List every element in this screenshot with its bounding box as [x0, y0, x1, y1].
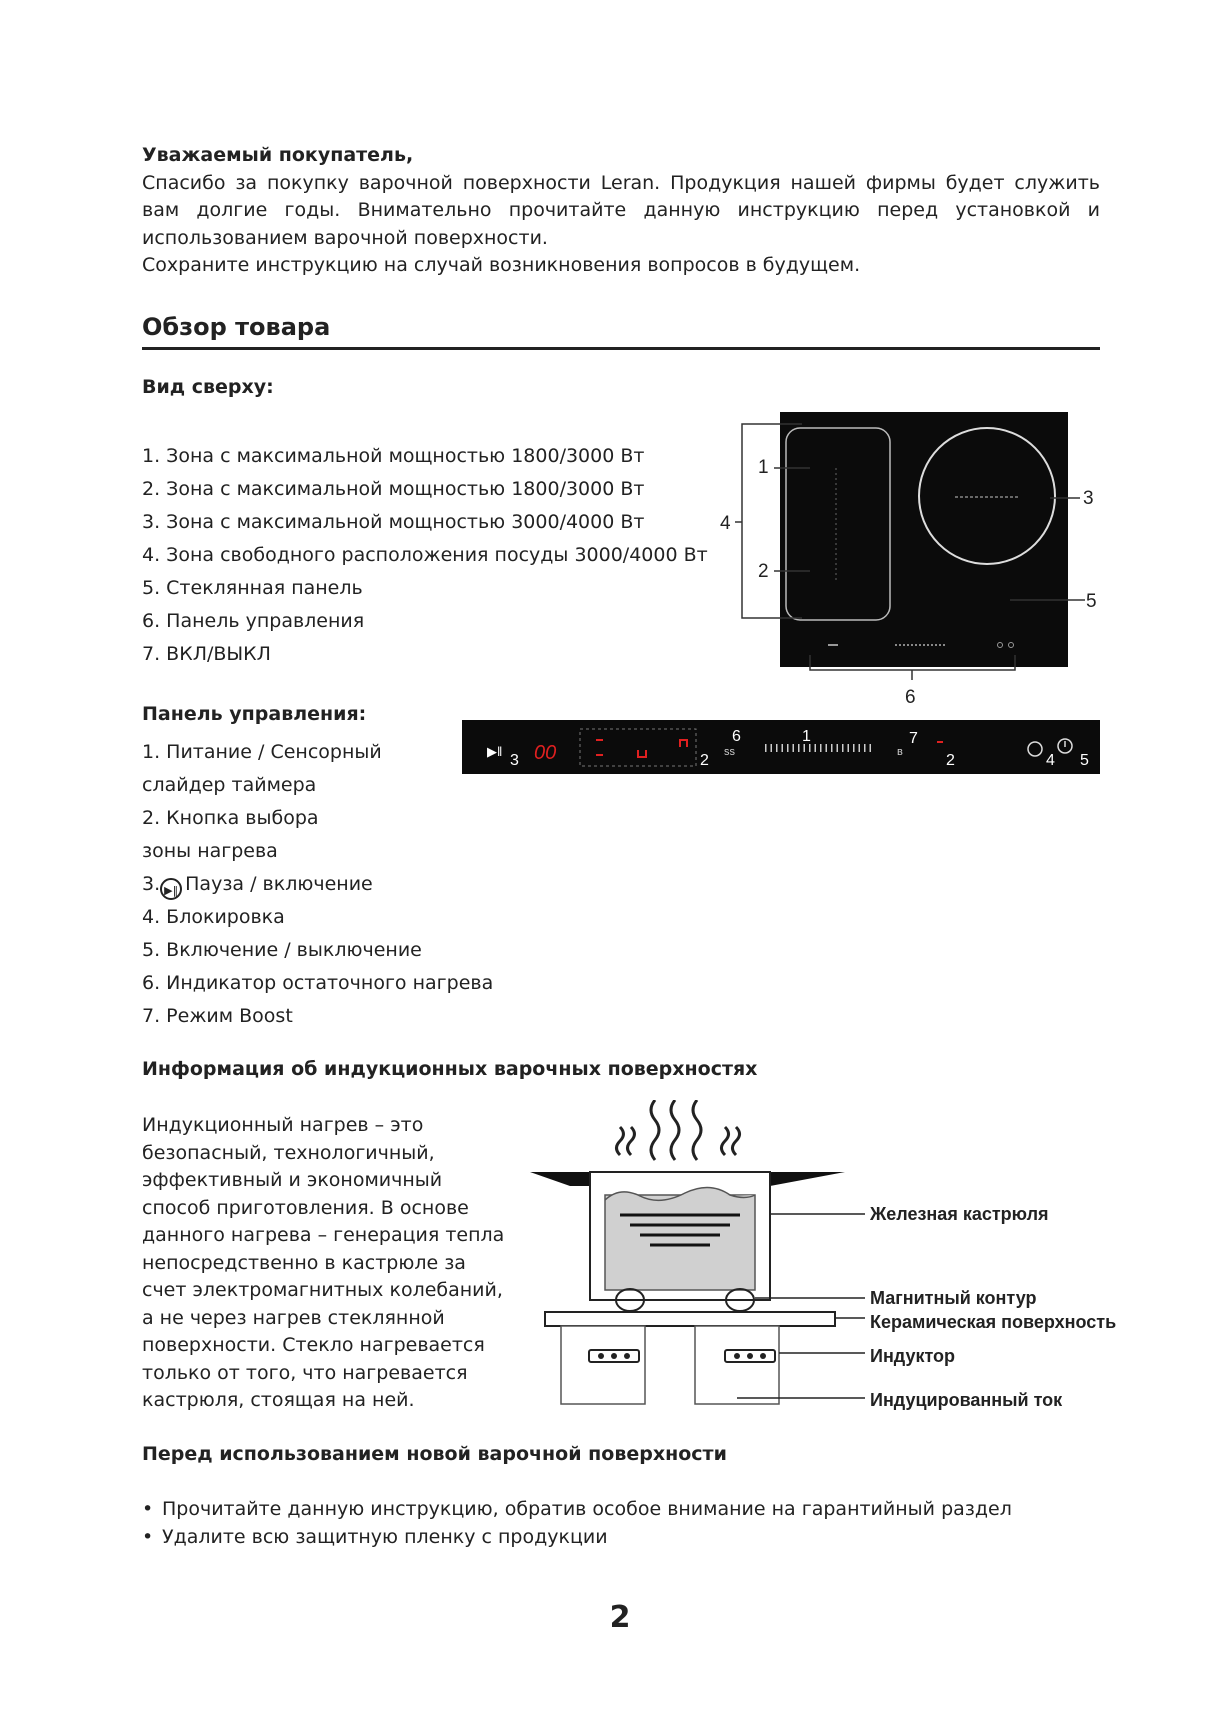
- list-item: 4. Зона свободного расположения посуды 3000/4000 Вт: [142, 544, 708, 566]
- before-use-list: [142, 1496, 1012, 1551]
- cooktop-top-view-diagram: [700, 400, 1120, 720]
- ceramic-surface: [545, 1312, 835, 1326]
- section-divider: [142, 347, 1100, 350]
- label-slider: 1: [802, 728, 811, 745]
- list-item: 1. Питание / Сенсорный: [142, 741, 382, 763]
- list-item: 3. Зона с максимальной мощностью 3000/4000 Вт: [142, 511, 645, 533]
- callout-label-2: 2: [758, 561, 769, 582]
- boost-icon: ʙ: [897, 746, 903, 758]
- list-item: 6. Индикатор остаточного нагрева: [142, 972, 494, 994]
- intro-paragraph: Спасибо за покупку варочной поверхности Leran. Продукция нашей фирмы будет служить вам долгие годы. Внимательно прочитайте данную инструкцию перед установкой и использованием варочной поверхности.: [142, 171, 1100, 249]
- control-strip: [462, 720, 1100, 774]
- list-item: [142, 868, 502, 901]
- list-item: слайдер таймера: [142, 774, 317, 796]
- callout-label-6: 6: [905, 687, 916, 708]
- induction-paragraph: Индукционный нагрев – это безопасный, технологичный, эффективный и экономичный способ приготовления. В основе данного нагрева – генерация тепла непосредственно в кастрюле за счет электромагнитных колебаний, а не через нагрев стеклянной поверхности. Стекло нагревается только от того, что нагревается кастрюля, стоящая на ней.: [142, 1114, 505, 1411]
- label-inductor: Индуктор: [870, 1346, 956, 1366]
- pot-rim-left: [530, 1172, 590, 1186]
- callout-label-4: 4: [720, 513, 731, 534]
- label-power: 5: [1080, 752, 1089, 769]
- list-item: 5. Включение / выключение: [142, 939, 422, 961]
- play-pause-icon: ▶‖: [487, 744, 503, 759]
- label-magnetic-circuit: Магнитный контур: [870, 1288, 1037, 1308]
- label-residual: 6: [732, 728, 741, 745]
- control-panel-heading: Панель управления:: [142, 703, 367, 725]
- inductor-left: [561, 1326, 645, 1404]
- save-note: Сохраните инструкцию на случай возникновения вопросов в будущем.: [142, 254, 861, 276]
- residual-heat-icon: ss: [724, 746, 735, 758]
- label-iron-pot: Железная кастрюля: [870, 1204, 1049, 1224]
- inductor-right: [695, 1326, 779, 1404]
- list-number: 3.: [142, 873, 161, 895]
- induction-heading: Информация об индукционных варочных поверхностях: [142, 1058, 758, 1080]
- list-item: • Удалите всю защитную пленку с продукции: [142, 1524, 1012, 1552]
- greeting-heading: Уважаемый покупатель,: [142, 144, 414, 166]
- top-view-list: [142, 440, 708, 671]
- label-zone-a: 2: [700, 752, 709, 769]
- list-item: 2. Кнопка выбора: [142, 807, 319, 829]
- glass-panel: [780, 412, 1068, 667]
- list-item: 1. Зона с максимальной мощностью 1800/3000 Вт: [142, 445, 645, 467]
- label-play: 3: [510, 752, 519, 769]
- top-view-heading: Вид сверху:: [142, 376, 274, 398]
- label-lock: 4: [1046, 752, 1055, 769]
- section-title-overview: Обзор товара: [142, 313, 331, 341]
- list-item: 6. Панель управления: [142, 610, 365, 632]
- label-ceramic-surface: Керамическая поверхность: [870, 1312, 1117, 1332]
- list-item: 5. Стеклянная панель: [142, 577, 363, 599]
- pause-play-icon: ▶‖: [160, 878, 182, 900]
- list-text: Пауза / включение: [185, 873, 373, 895]
- list-item: • Прочитайте данную инструкцию, обратив особое внимание на гарантийный раздел: [142, 1496, 1012, 1524]
- callout-label-5: 5: [1086, 591, 1097, 612]
- label-boost: 7: [909, 730, 918, 747]
- label-zone-b: 2: [946, 752, 955, 769]
- list-item: 7. Режим Boost: [142, 1005, 293, 1027]
- pot-contents: [605, 1195, 755, 1290]
- before-use-heading: Перед использованием новой варочной поверхности: [142, 1443, 727, 1465]
- induction-diagram: [525, 1100, 1120, 1415]
- intro-block: [142, 142, 1100, 280]
- callout-label-1: 1: [758, 457, 769, 478]
- list-item: зоны нагрева: [142, 840, 278, 862]
- list-item: 4. Блокировка: [142, 906, 285, 928]
- control-panel-list: [142, 736, 502, 1033]
- pot-rim-right: [770, 1172, 845, 1186]
- callout-label-3: 3: [1083, 488, 1094, 509]
- list-item: 7. ВКЛ/ВЫКЛ: [142, 643, 271, 665]
- timer-display: 00: [534, 742, 557, 764]
- label-induced-current: Индуцированный ток: [870, 1390, 1063, 1410]
- page-number: 2: [609, 1600, 631, 1635]
- list-item: 2. Зона с максимальной мощностью 1800/3000 Вт: [142, 478, 645, 500]
- heat-waves: [617, 1100, 740, 1160]
- control-panel-diagram: [462, 720, 1102, 776]
